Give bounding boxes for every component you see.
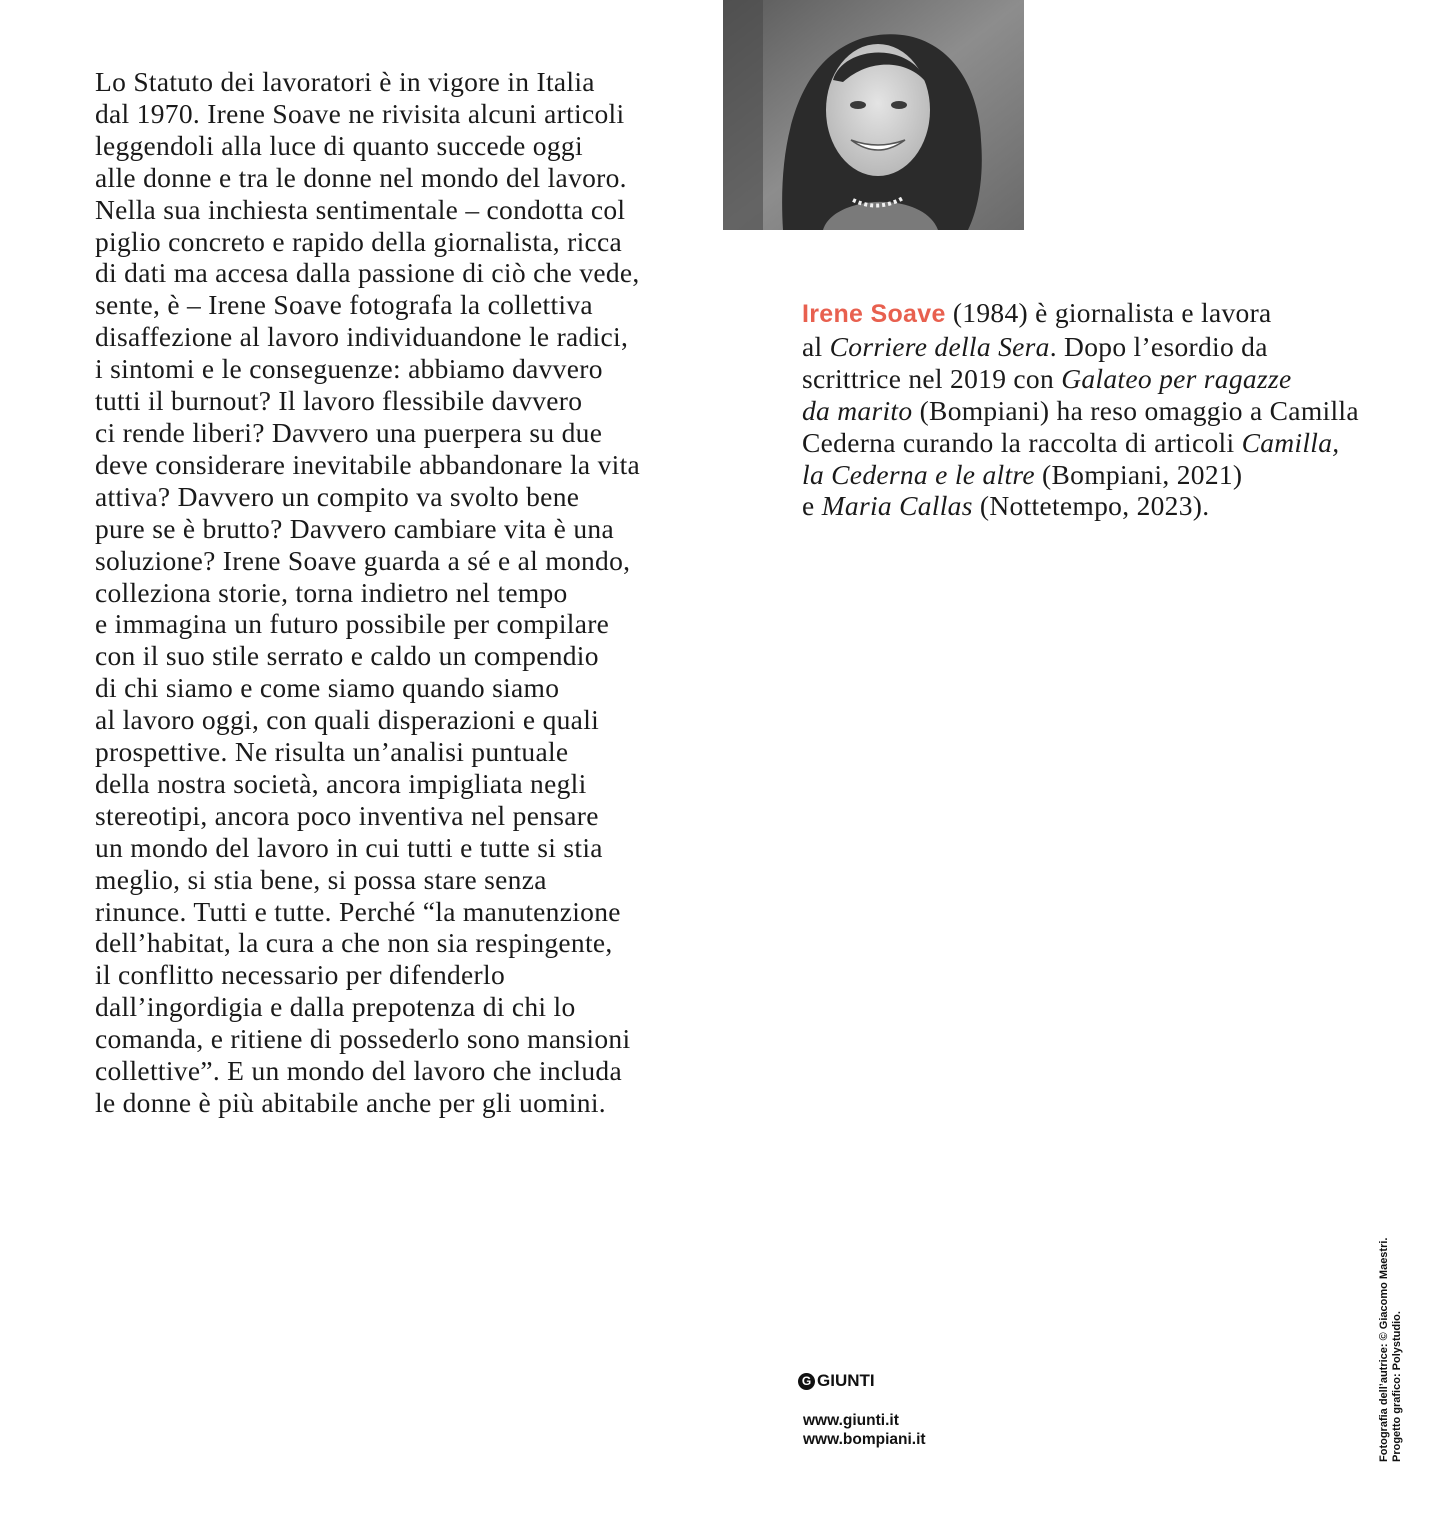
- bio-line: la Cederna e le altre (Bompiani, 2021): [802, 458, 1243, 490]
- design-credit: Progetto grafico: Polystudio.: [1391, 1311, 1403, 1462]
- website-link[interactable]: www.bompiani.it: [803, 1431, 926, 1448]
- description-line: di chi siamo e come siamo quando siamo: [95, 672, 560, 704]
- description-line: collettive”. E un mondo del lavoro che includa: [95, 1055, 622, 1087]
- bio-line: Cederna curando la raccolta di articoli Camilla,: [802, 426, 1340, 458]
- publisher-logo: [798, 1371, 875, 1391]
- photo-credit: Fotografia dell’autrice: © Giacomo Maestri.: [1378, 1237, 1390, 1462]
- description-line: comanda, e ritiene di possederlo sono mansioni: [95, 1023, 631, 1055]
- description-line: dall’ingordigia e dalla prepotenza di chi lo: [95, 991, 576, 1023]
- description-line: i sintomi e le conseguenze: abbiamo davvero: [95, 353, 603, 385]
- description-line: meglio, si stia bene, si possa stare senza: [95, 863, 547, 895]
- giunti-logo-icon: G: [798, 1373, 815, 1390]
- websites: [803, 1411, 926, 1449]
- book-description: [95, 66, 655, 1119]
- description-line: stereotipi, ancora poco inventiva nel pensare: [95, 799, 599, 831]
- description-line: un mondo del lavoro in cui tutti e tutte si stia: [95, 831, 603, 863]
- description-line: dal 1970. Irene Soave ne rivisita alcuni articoli: [95, 97, 625, 129]
- description-line: al lavoro oggi, con quali disperazioni e quali: [95, 704, 600, 736]
- description-line: alle donne e tra le donne nel mondo del lavoro.: [95, 161, 627, 193]
- description-line: il conflitto necessario per difenderlo: [95, 959, 506, 991]
- bio-line: Irene Soave (1984) è giornalista e lavora: [802, 297, 1272, 328]
- credits: [1378, 1238, 1404, 1463]
- description-line: e immagina un futuro possibile per compilare: [95, 608, 610, 640]
- description-line: prospettive. Ne risulta un’analisi puntuale: [95, 736, 569, 768]
- description-line: rinunce. Tutti e tutte. Perché “la manutenzione: [95, 895, 621, 927]
- description-line: di dati ma accesa dalla passione di ciò che vede,: [95, 257, 640, 289]
- description-line: colleziona storie, torna indietro nel tempo: [95, 576, 568, 608]
- description-line: attiva? Davvero un compito va svolto bene: [95, 480, 580, 512]
- description-line: deve considerare inevitabile abbandonare la vita: [95, 448, 641, 480]
- bio-line: da marito (Bompiani) ha reso omaggio a Camilla: [802, 394, 1359, 426]
- description-line: sente, è – Irene Soave fotografa la collettiva: [95, 289, 593, 321]
- description-line: dell’habitat, la cura a che non sia respingente,: [95, 927, 613, 959]
- description-line: tutti il burnout? Il lavoro flessibile davvero: [95, 385, 583, 417]
- author-name: Irene Soave: [802, 300, 946, 328]
- description-line: pure se è brutto? Davvero cambiare vita è una: [95, 512, 614, 544]
- bio-line: scrittrice nel 2019 con Galateo per ragazze: [802, 362, 1292, 394]
- bio-line: al Corriere della Sera. Dopo l’esordio da: [802, 330, 1268, 362]
- website-link[interactable]: www.giunti.it: [803, 1412, 899, 1429]
- description-line: ci rende liberi? Davvero una puerpera su due: [95, 416, 603, 448]
- description-line: Nella sua inchiesta sentimentale – condotta col: [95, 193, 626, 225]
- author-bio: [802, 297, 1402, 522]
- description-line: leggendoli alla luce di quanto succede oggi: [95, 129, 583, 161]
- description-line: le donne è più abitabile anche per gli uomini.: [95, 1087, 606, 1118]
- author-photo: [723, 0, 1024, 230]
- description-line: disaffezione al lavoro individuandone le radici,: [95, 321, 629, 353]
- description-line: soluzione? Irene Soave guarda a sé e al mondo,: [95, 544, 631, 576]
- description-line: piglio concreto e rapido della giornalista, ricca: [95, 225, 623, 257]
- description-line: della nostra società, ancora impigliata negli: [95, 767, 587, 799]
- bio-line: e Maria Callas (Nottetempo, 2023).: [802, 490, 1210, 522]
- description-line: Lo Statuto dei lavoratori è in vigore in Italia: [95, 66, 595, 97]
- author-portrait-image: [723, 0, 1024, 230]
- description-line: con il suo stile serrato e caldo un compendio: [95, 640, 599, 672]
- publisher-name: GIUNTI: [817, 1371, 875, 1390]
